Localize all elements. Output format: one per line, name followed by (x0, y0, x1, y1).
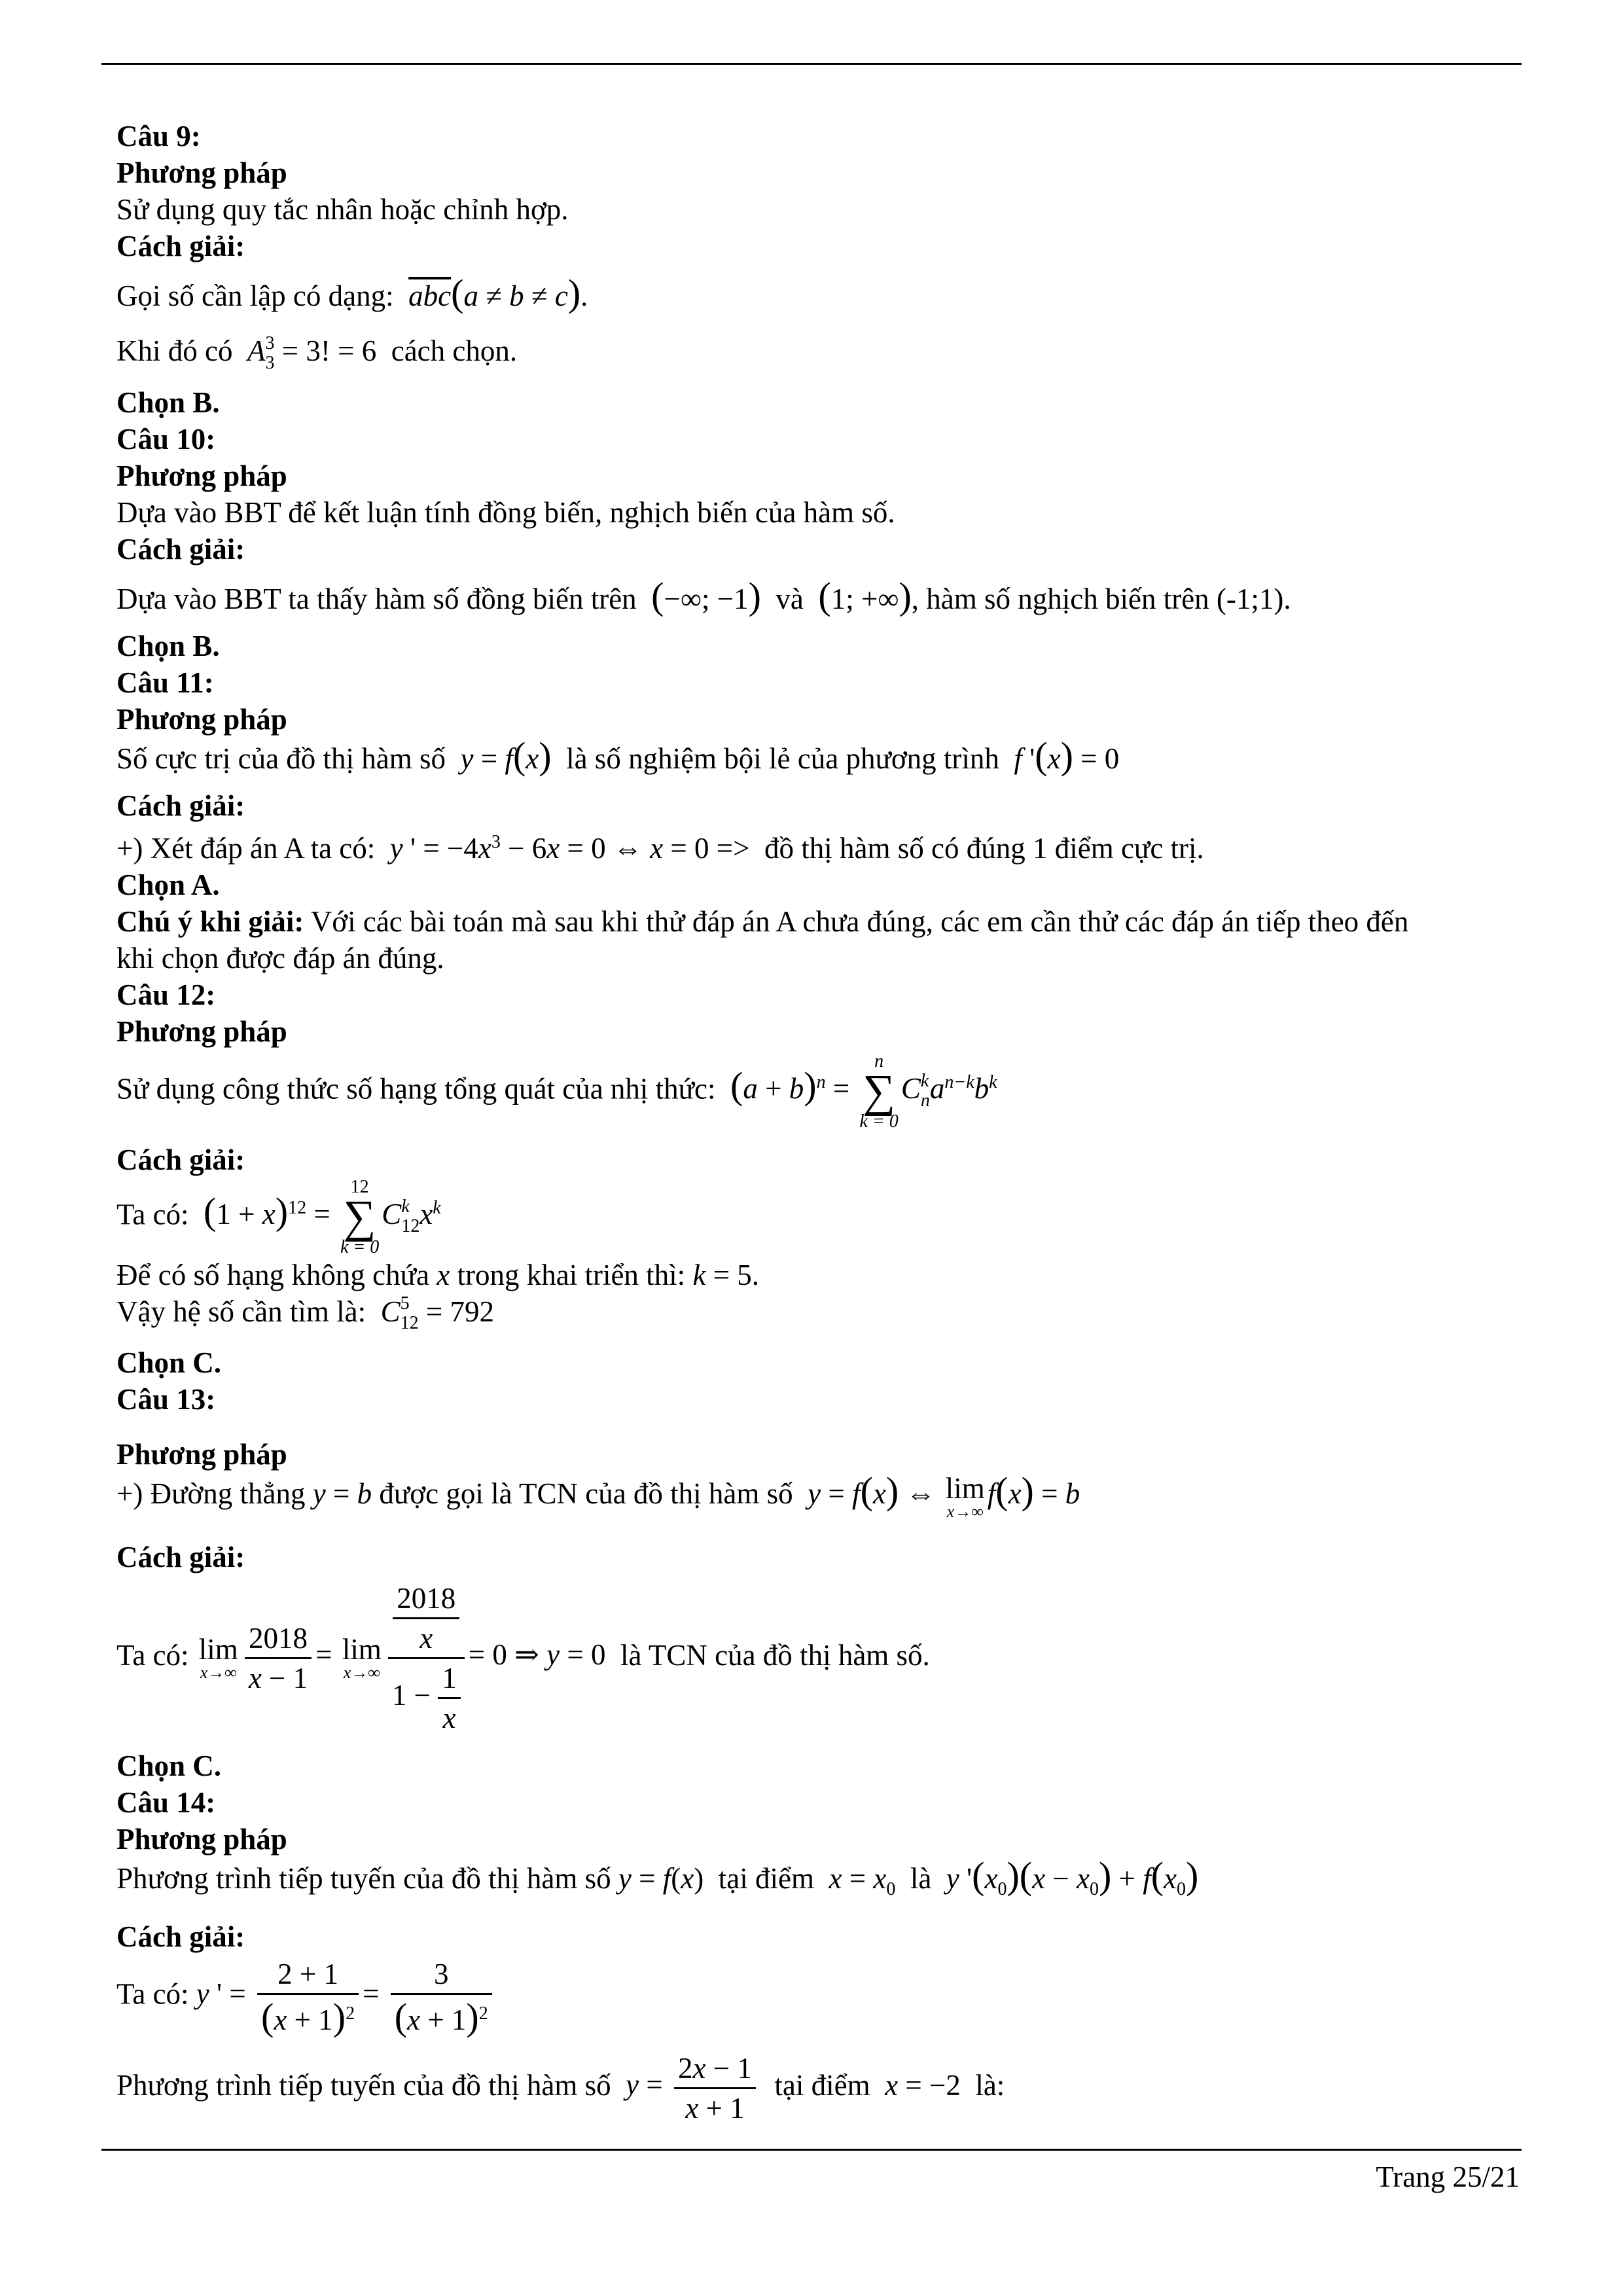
q14-solution-heading: Cách giải: (116, 1920, 245, 1953)
q11-method-b: là số nghiệm bội lẻ của phương trình (566, 742, 999, 775)
q14-method-a: Phương trình tiếp tuyến của đồ thị hàm số (116, 1861, 611, 1895)
q12-sol3-prefix: Vậy hệ số cần tìm là: (116, 1295, 366, 1328)
q12-solution-line-1 (116, 1178, 1517, 1257)
q13-method-a: +) Đường thẳng (116, 1477, 306, 1511)
q13-solution-line (116, 1579, 1517, 1737)
q12-sol2-a: Để có số hạng không chứa (116, 1258, 430, 1291)
q14-point-formula: $x = x_0$ (829, 1861, 896, 1899)
q9-method-heading: Phương pháp (116, 156, 287, 189)
q11-solution-heading: Cách giải: (116, 789, 245, 822)
q11-derivative-calc: y ' = $-4x^3 - 6x = 0$ ⇔ x = 0 => (389, 831, 757, 865)
q9-sol2-prefix: Khi đó có (116, 334, 233, 367)
q9-method-text: Sử dụng quy tắc nhân hoặc chỉnh hợp. (116, 193, 569, 226)
q14-function-fraction: y = $\frac{2x - 1}{x + 1}$ (618, 2068, 767, 2101)
q12-sol1-prefix: Ta có: (116, 1198, 189, 1230)
q11-sol-b: đồ thị hàm số có đúng 1 điểm cực trị. (764, 831, 1204, 865)
q10-solution-line (116, 574, 1517, 617)
q12-expansion-formula: $(1 + x)^{12}$ = 12 ∑ k = 0 C k 12 $x^k$ (204, 1176, 441, 1257)
q9-solution-line-2 (116, 332, 1517, 374)
q10-method-text: Dựa vào BBT để kết luận tính đồng biến, nghịch biến của hàm số. (116, 495, 895, 529)
q12-solution-line-2 (116, 1257, 1517, 1293)
q14-sol2-b: tại điểm (774, 2068, 870, 2102)
q11-function-formula: y = f(x) (460, 734, 552, 777)
q14-solution-line-2 (116, 2049, 1517, 2127)
q13-sol-suffix: là TCN của đồ thị hàm số. (620, 1638, 930, 1672)
q13-asymptote-definition: y = f(x) ⇔ lim x→∞ f(x) = b (808, 1469, 1080, 1521)
q13-method-eq: = (333, 1477, 350, 1511)
q10-interval-2: (1; +∞) (818, 574, 912, 617)
q12-sol2-var: x (437, 1258, 450, 1291)
q9-sol2-suffix: cách chọn. (391, 334, 518, 367)
q11-solution-line (116, 824, 1517, 867)
q9-arrangement-formula: A 3 3 = 3! = 6 (247, 332, 384, 373)
q11-method-a: Số cực trị của đồ thị hàm số (116, 742, 446, 775)
footer-rule (101, 2149, 1522, 2151)
q11-note-label: Chú ý khi giải: (116, 905, 304, 938)
q13-method-heading: Phương pháp (116, 1438, 287, 1471)
q14-method-line (116, 1854, 1517, 1908)
question-11-title: Câu 11: (116, 666, 214, 699)
q14-sol2-c: là: (975, 2068, 1005, 2102)
q13-sol-prefix: Ta có: (116, 1638, 189, 1672)
q14-sol1-prefix: Ta có: (116, 1977, 189, 2010)
header-rule (101, 63, 1522, 65)
q13-answer: Chọn C. (116, 1749, 222, 1782)
question-12-title: Câu 12: (116, 978, 216, 1011)
q14-point-value: x = −2 (885, 2068, 969, 2102)
q13-solution-heading: Cách giải: (116, 1540, 245, 1573)
question-9-title: Câu 9: (116, 120, 201, 152)
q11-note-text-1: Với các bài toán mà sau khi thử đáp án A chưa đúng, các em cần thử các đáp án tiếp theo đến (310, 905, 1409, 938)
q12-solution-heading: Cách giải: (116, 1143, 245, 1176)
document-body (116, 118, 1517, 2127)
q12-sol2-c: = 5. (713, 1258, 760, 1291)
q13-method-c: được gọi là TCN của đồ thị hàm số (379, 1477, 793, 1511)
q14-derivative-formula: y ' = $\frac{2 + 1}{(x + 1)^2}$ = $\frac{3}{(x + 1)^2}$ (196, 1977, 496, 2010)
q11-method-line (116, 734, 1517, 777)
q12-method-line (116, 1052, 1517, 1131)
q14-function-formula: y = f(x) (618, 1861, 711, 1895)
q11-derivative-formula: f '(x) = 0 (1014, 734, 1120, 777)
q14-method-heading: Phương pháp (116, 1822, 287, 1856)
q11-answer: Chọn A. (116, 868, 220, 901)
q10-method-heading: Phương pháp (116, 459, 287, 492)
q14-method-c: là (910, 1861, 932, 1895)
q10-solution-heading: Cách giải: (116, 532, 245, 565)
q13-method-y: y (312, 1477, 326, 1511)
q14-method-b: tại điểm (718, 1861, 814, 1895)
q10-sol-c: , hàm số nghịch biến trên (-1;1). (911, 582, 1291, 615)
q9-solution-line-1 (116, 272, 1517, 314)
q11-note-line-1 (116, 903, 1517, 940)
q11-method-heading: Phương pháp (116, 702, 287, 736)
q12-binomial-formula: $(a + b)^n$ = n ∑ k = 0 C k n $a^{n-k}b^k$ (730, 1050, 997, 1132)
q13-method-b: b (357, 1477, 372, 1511)
q12-method-text: Sử dụng công thức số hạng tổng quát của nhị thức: (116, 1072, 716, 1105)
q10-sol-a: Dựa vào BBT ta thấy hàm số đồng biến trên (116, 582, 637, 615)
q9-number-form-formula: $\overline{abc}(a \ne b \ne c)$. (408, 272, 588, 314)
question-13-title: Câu 13: (116, 1383, 216, 1416)
q9-solution-heading: Cách giải: (116, 230, 245, 262)
q11-note-line-2: khi chọn được đáp án đúng. (116, 941, 444, 975)
q11-sol-a: +) Xét đáp án A ta có: (116, 831, 376, 865)
q14-sol2-a: Phương trình tiếp tuyến của đồ thị hàm số (116, 2068, 611, 2102)
q14-tangent-formula: y '$(x_0)(x - x_0) + f(x_0)$ (946, 1854, 1199, 1899)
q10-sol-b: và (776, 582, 804, 615)
q12-answer: Chọn C. (116, 1346, 222, 1380)
question-14-title: Câu 14: (116, 1785, 216, 1819)
q12-solution-line-3 (116, 1293, 1517, 1335)
q9-sol1-text: Gọi số cần lập có dạng: (116, 279, 394, 312)
q14-solution-line-1 (116, 1955, 1517, 2039)
q10-interval-1: (−∞; −1) (651, 574, 761, 617)
q12-sol2-b: trong khai triển thì: (457, 1258, 686, 1291)
question-10-title: Câu 10: (116, 422, 216, 456)
q9-answer: Chọn B. (116, 386, 220, 419)
page-number: Trang 25/21 (1376, 2161, 1520, 2193)
q12-coefficient-formula: C 5 12 = 792 (380, 1293, 495, 1334)
q12-method-heading: Phương pháp (116, 1014, 287, 1048)
q10-answer: Chọn B. (116, 629, 220, 662)
q12-sol2-k: k (692, 1258, 706, 1291)
q13-limit-calculation: lim x→∞ $\frac{2018}{x - 1}$ = lim x→∞ $\frac{2018}{x}$ 1 − $\frac{1}{x}$ = 0 ⇒ y = 0 (196, 1638, 613, 1671)
q13-method-line (116, 1469, 1517, 1521)
